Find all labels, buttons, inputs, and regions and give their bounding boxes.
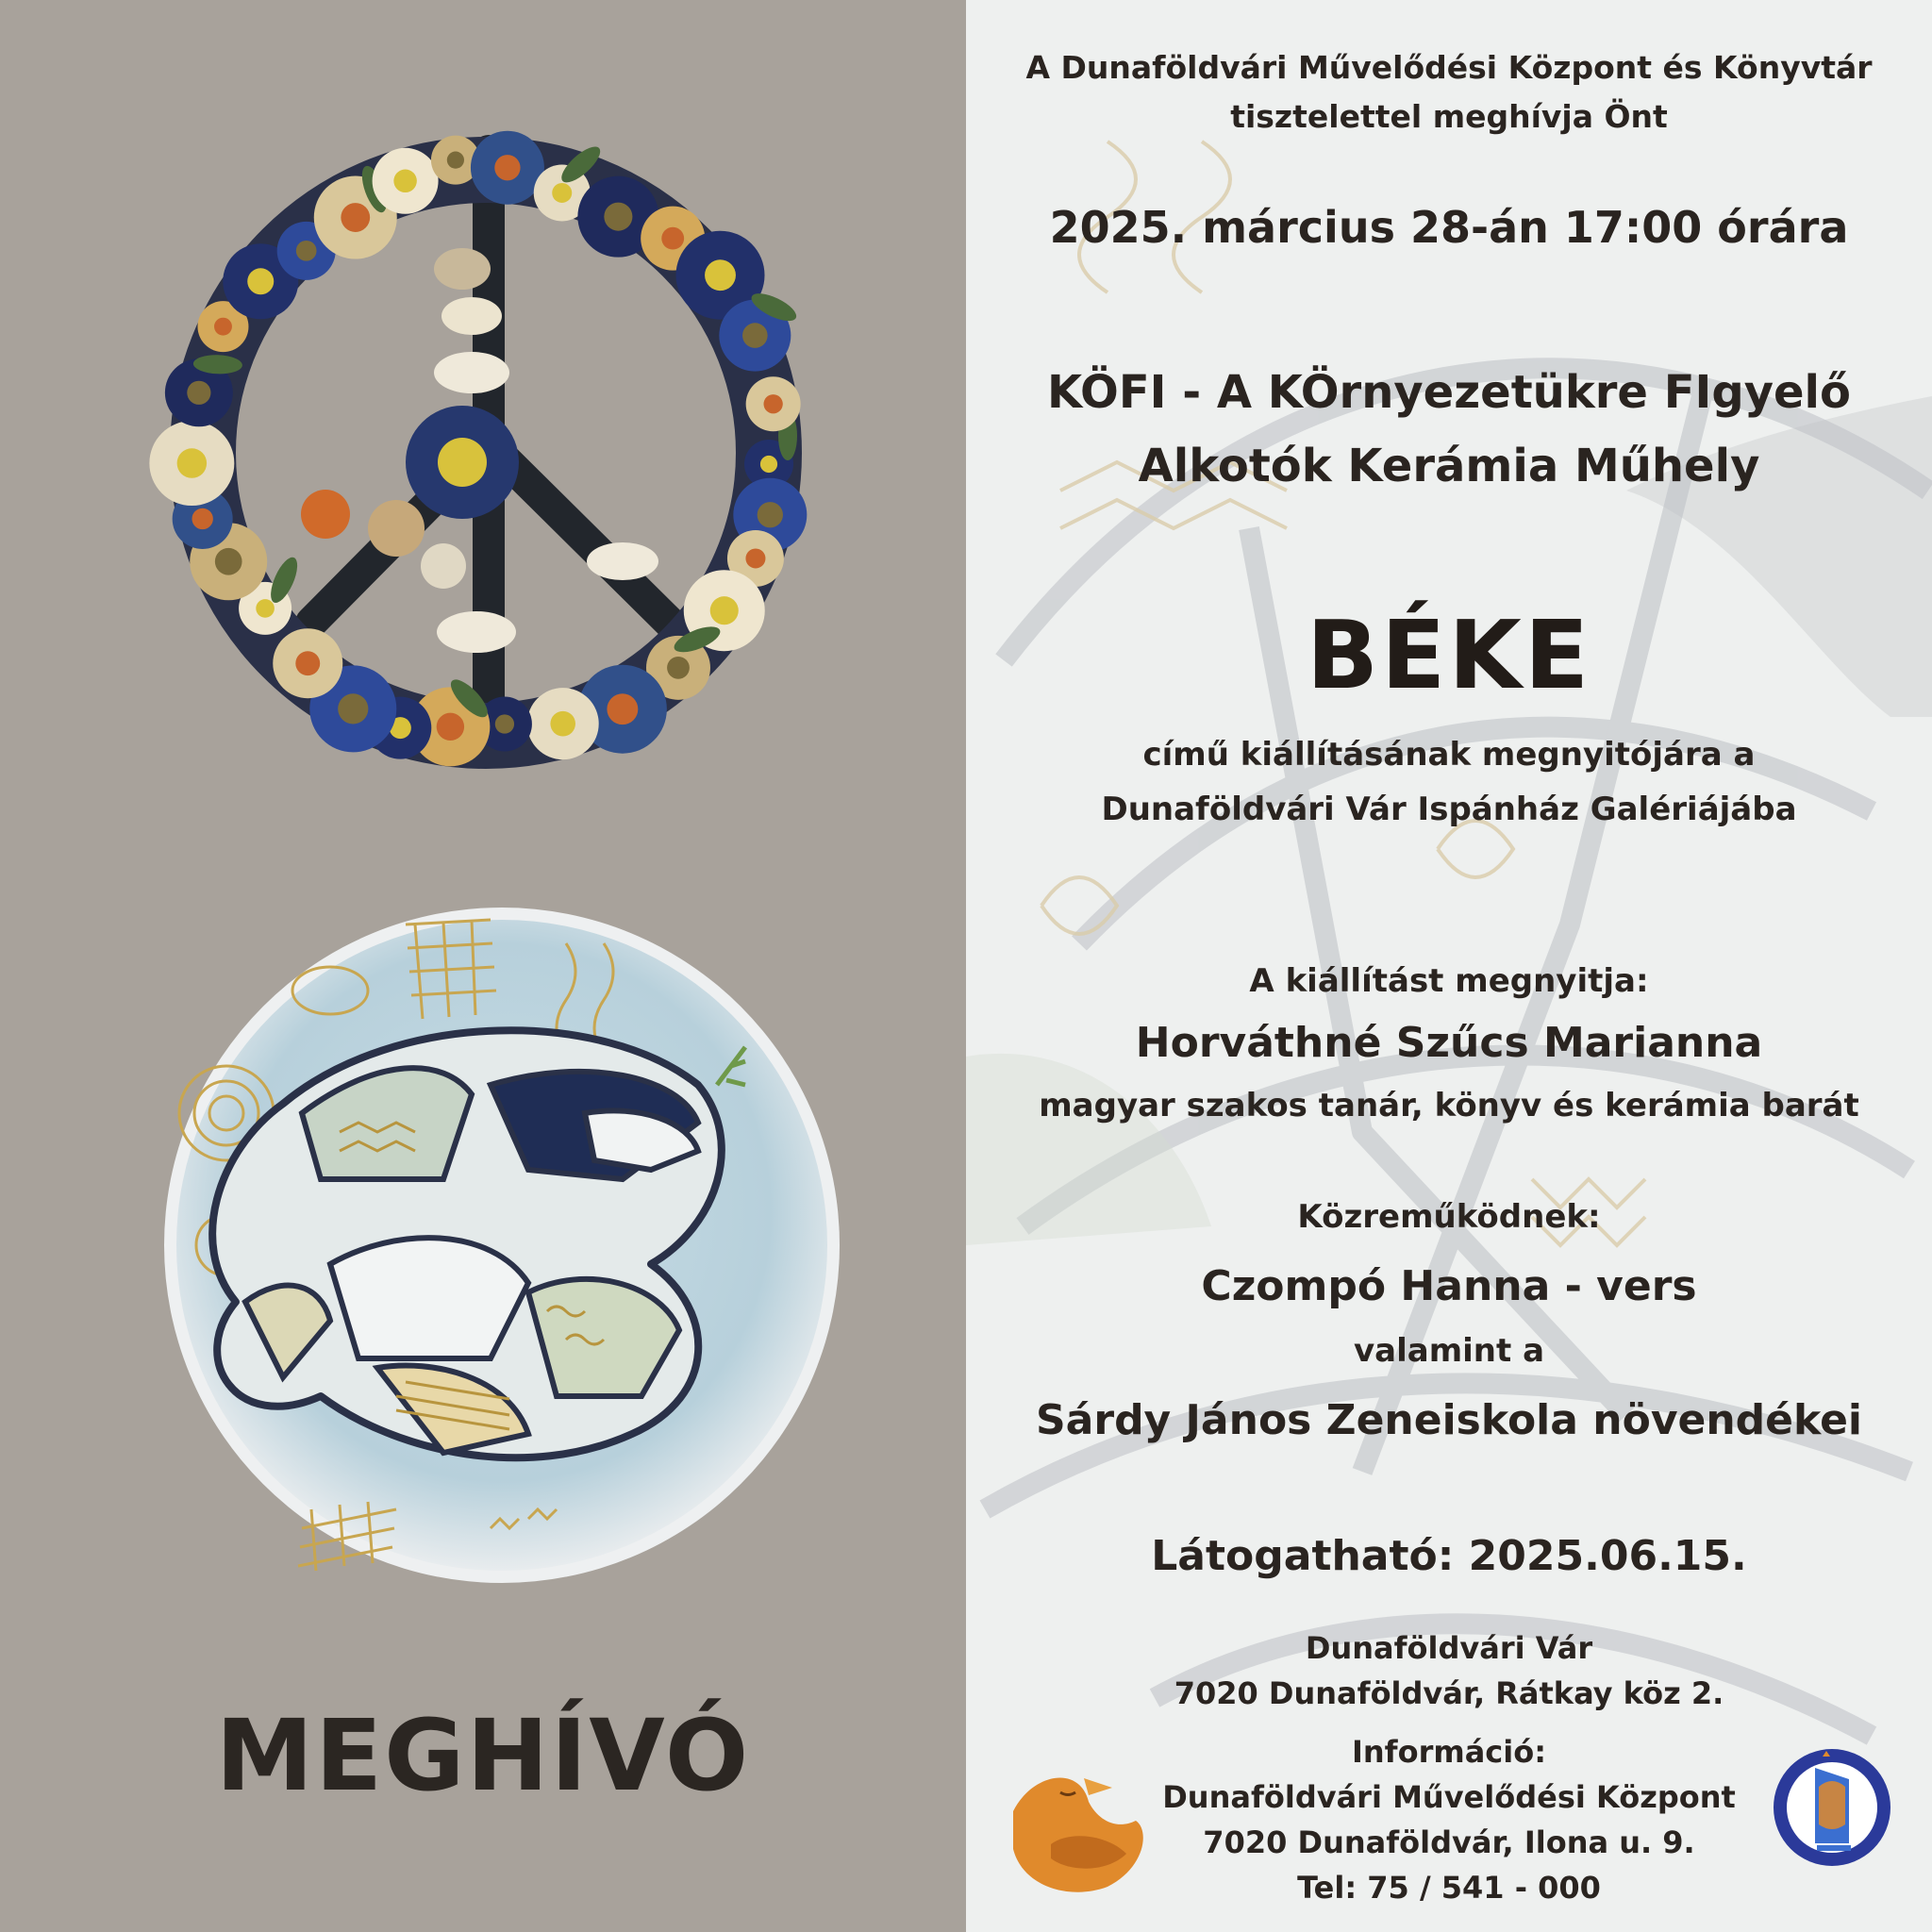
visitable-until: Látogatható: 2025.06.15. (1151, 1532, 1747, 1580)
info-line-2: 7020 Dunaföldvár, Ilona u. 9. (1203, 1824, 1695, 1860)
wreath-flower-center (437, 713, 464, 741)
wreath-flower-center (604, 203, 632, 231)
opener-role: magyar szakos tanár, könyv és kerámia barát (1039, 1087, 1859, 1124)
venue-line-2: Dunaföldvári Vár Ispánház Galériájába (1101, 791, 1797, 828)
institution-logo-icon (1757, 1730, 1907, 1890)
invitation-title: MEGHÍVÓ (215, 1698, 751, 1813)
wreath-flower-center (256, 599, 275, 618)
contributor-poem: Czompó Hanna - vers (1201, 1262, 1697, 1310)
organizer-line-1: A Dunaföldvári Művelődési Központ és Könyvtár (1025, 49, 1873, 86)
opener-label: A kiállítást megnyitja: (1249, 962, 1649, 1000)
wreath-flower-center (745, 548, 765, 568)
wreath-flower-center (667, 657, 690, 679)
right-panel (966, 0, 1932, 1932)
wreath-flower-center (552, 183, 572, 203)
bird-logo-icon (994, 1755, 1164, 1906)
wreath-flower-center (341, 203, 370, 232)
wreath-flower-center (215, 548, 242, 575)
group-name-line-1: KÖFI - A KÖrnyezetükre FIgyelő (1047, 366, 1851, 419)
wreath-flower-center (742, 323, 768, 348)
wreath-flower-center (295, 651, 320, 675)
wreath-flower-center (214, 318, 232, 336)
address-line-2: 7020 Dunaföldvár, Rátkay köz 2. (1174, 1675, 1724, 1711)
opener-name: Horváthné Szűcs Marianna (1135, 1019, 1763, 1067)
wreath-flower-center (661, 227, 684, 250)
wreath-flower-center (338, 693, 368, 724)
exhibition-title: BÉKE (1306, 600, 1592, 710)
wreath-flower-center (187, 381, 210, 405)
venue-line-1: című kiállításának megnyitójára a (1142, 736, 1756, 774)
contributor-school: Sárdy János Zeneiskola növendékei (1035, 1396, 1863, 1444)
contributors-label: Közreműködnek: (1297, 1198, 1601, 1236)
peace-wreath-image (0, 0, 966, 811)
wreath-flower-center (550, 711, 575, 737)
address-line-1: Dunaföldvári Vár (1305, 1630, 1593, 1666)
dove-plate-image (0, 868, 966, 1585)
wreath-flower-center (760, 456, 777, 473)
info-label: Információ: (1351, 1734, 1547, 1770)
organizer-line-2: tisztelettel meghívja Önt (1230, 98, 1668, 135)
wreath-flower-center (758, 502, 783, 527)
event-date: 2025. március 28-án 17:00 órára (1049, 202, 1849, 253)
phone-number: Tel: 75 / 541 - 000 (1297, 1870, 1601, 1906)
wreath-flower-center (710, 596, 739, 625)
wreath-flower-center (393, 170, 417, 193)
info-line-1: Dunaföldvári Művelődési Központ (1162, 1779, 1736, 1815)
wreath-flower-center (447, 152, 464, 169)
wreath-flower-center (763, 394, 782, 413)
wreath-flower-center (494, 155, 520, 180)
wreath-flower-center (296, 241, 317, 261)
wreath-flower-center (177, 448, 208, 478)
wreath-flower-center (607, 693, 638, 724)
wreath-flower-center (247, 268, 274, 294)
group-name-line-2: Alkotók Kerámia Műhely (1138, 440, 1760, 492)
wreath-flower-center (705, 259, 736, 291)
wreath-flower-center (495, 714, 514, 733)
wreath-flower-center (192, 508, 212, 529)
contributor-join: valamint a (1353, 1332, 1545, 1370)
